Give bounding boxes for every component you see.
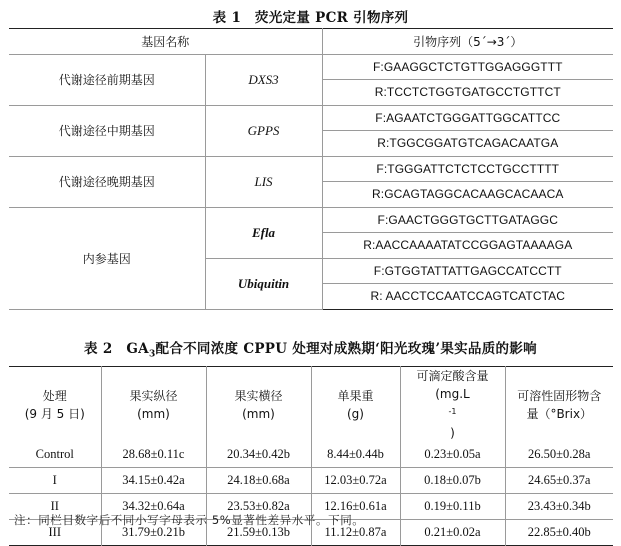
forward-primer: F:GAACTGGGTGCTTGATAGGC (322, 207, 613, 233)
header-line1: 可滴定酸含量 (416, 369, 489, 383)
header-treatment (9, 367, 101, 443)
forward-primer: F:GTGGTATTATTGAGCCATCCTT (322, 258, 613, 284)
table2-caption-pre: 表 2 GA (84, 341, 149, 357)
treatment-cell: I (9, 468, 101, 494)
table-header-row (9, 367, 613, 443)
treatment-cell: III (9, 520, 101, 546)
header-line2: (mm) (137, 406, 170, 421)
forward-primer: F:AGAATCTGGGATTGGCATTCC (322, 105, 613, 131)
value-cell: 34.32±0.64a (101, 494, 206, 520)
table-row (9, 442, 613, 468)
table-note: 注：同栏目数字后不同小写字母表示 5%显著性差异水平。下同。 (14, 513, 365, 527)
header-line2 (401, 385, 505, 442)
header-line2: (mm) (242, 406, 275, 421)
value-cell: 23.53±0.82a (206, 494, 311, 520)
category-cell: 代谢途径晚期基因 (9, 156, 205, 207)
value-cell: 34.15±0.42a (101, 468, 206, 494)
table2-caption (0, 337, 621, 360)
header-fruit-width (206, 367, 311, 443)
table-row (9, 207, 613, 233)
reverse-primer: R:TGGCGGATGTCAGACAATGA (322, 131, 613, 157)
treatment-cell: Control (9, 442, 101, 468)
category-cell: 代谢途径中期基因 (9, 105, 205, 156)
value-cell: 0.23±0.05a (400, 442, 505, 468)
reverse-primer: R: AACCTCCAATCCAGTCATCTAC (322, 284, 613, 310)
gene-cell: Efla (205, 207, 322, 258)
value-cell: 12.03±0.72a (311, 468, 400, 494)
header-fruit-weight (311, 367, 400, 443)
value-cell: 22.85±0.40b (505, 520, 613, 546)
header-line1: 单果重 (337, 388, 374, 403)
gene-cell: LIS (205, 156, 322, 207)
table1-caption: 表 1 荧光定量 PCR 引物序列 (212, 10, 409, 26)
header-line1: 可溶性固形物含 (517, 388, 602, 403)
table-row (9, 105, 613, 131)
unit-close: ) (450, 426, 455, 440)
header-titratable-acid (400, 367, 505, 443)
table-row (9, 468, 613, 494)
header-line2: 量（°Brix） (526, 406, 593, 421)
value-cell: 28.68±0.11c (101, 442, 206, 468)
table2-caption-post: 配合不同浓度 CPPU 处理对成熟期‘阳光玫瑰’果实品质的影响 (155, 341, 537, 357)
table-row (9, 156, 613, 182)
primer-table (9, 28, 613, 310)
header-line2: (9 月 5 日) (24, 406, 85, 421)
unit-superscript: -1 (448, 407, 457, 416)
table-body (9, 442, 613, 546)
value-cell: 20.34±0.42b (206, 442, 311, 468)
header-fruit-length (101, 367, 206, 443)
gene-cell: DXS3 (205, 54, 322, 105)
header-line1: 处理 (42, 388, 67, 403)
value-cell: 0.18±0.07b (400, 468, 505, 494)
value-cell: 24.65±0.37a (505, 468, 613, 494)
header-gene-name: 基因名称 (9, 29, 322, 55)
value-cell: 11.12±0.87a (311, 520, 400, 546)
value-cell: 23.43±0.34b (505, 494, 613, 520)
forward-primer: F:TGGGATTCTCTCCTGCCTTTT (322, 156, 613, 182)
table-row (9, 54, 613, 80)
value-cell: 21.59±0.13b (206, 520, 311, 546)
header-line2: (g) (347, 406, 364, 421)
value-cell: 0.19±0.11b (400, 494, 505, 520)
category-cell: 代谢途径前期基因 (9, 54, 205, 105)
value-cell: 24.18±0.68a (206, 468, 311, 494)
reverse-primer: R:GCAGTAGGCACAAGCACAACA (322, 182, 613, 208)
value-cell: 31.79±0.21b (101, 520, 206, 546)
value-cell: 26.50±0.28a (505, 442, 613, 468)
header-line1: 果实横径 (234, 388, 283, 403)
reverse-primer: R:AACCAAAATATCCGGAGTAAAAGA (322, 233, 613, 259)
table2-caption-sub: 3 (148, 349, 156, 360)
header-soluble-solids (505, 367, 613, 443)
gene-cell: GPPS (205, 105, 322, 156)
forward-primer: F:GAAGGCTCTGTTGGAGGGTTT (322, 54, 613, 80)
table-header-row (9, 29, 613, 55)
header-primer-seq: 引物序列（5´→3´） (322, 29, 613, 55)
value-cell: 0.21±0.02a (400, 520, 505, 546)
value-cell: 12.16±0.61a (311, 494, 400, 520)
treatment-cell: II (9, 494, 101, 520)
header-line1: 果实纵径 (129, 388, 178, 403)
value-cell: 8.44±0.44b (311, 442, 400, 468)
unit-text: (mg.L (435, 387, 470, 401)
gene-cell: Ubiquitin (205, 258, 322, 309)
category-cell: 内参基因 (9, 207, 205, 309)
reverse-primer: R:TCCTCTGGTGATGCCTGTTCT (322, 80, 613, 106)
